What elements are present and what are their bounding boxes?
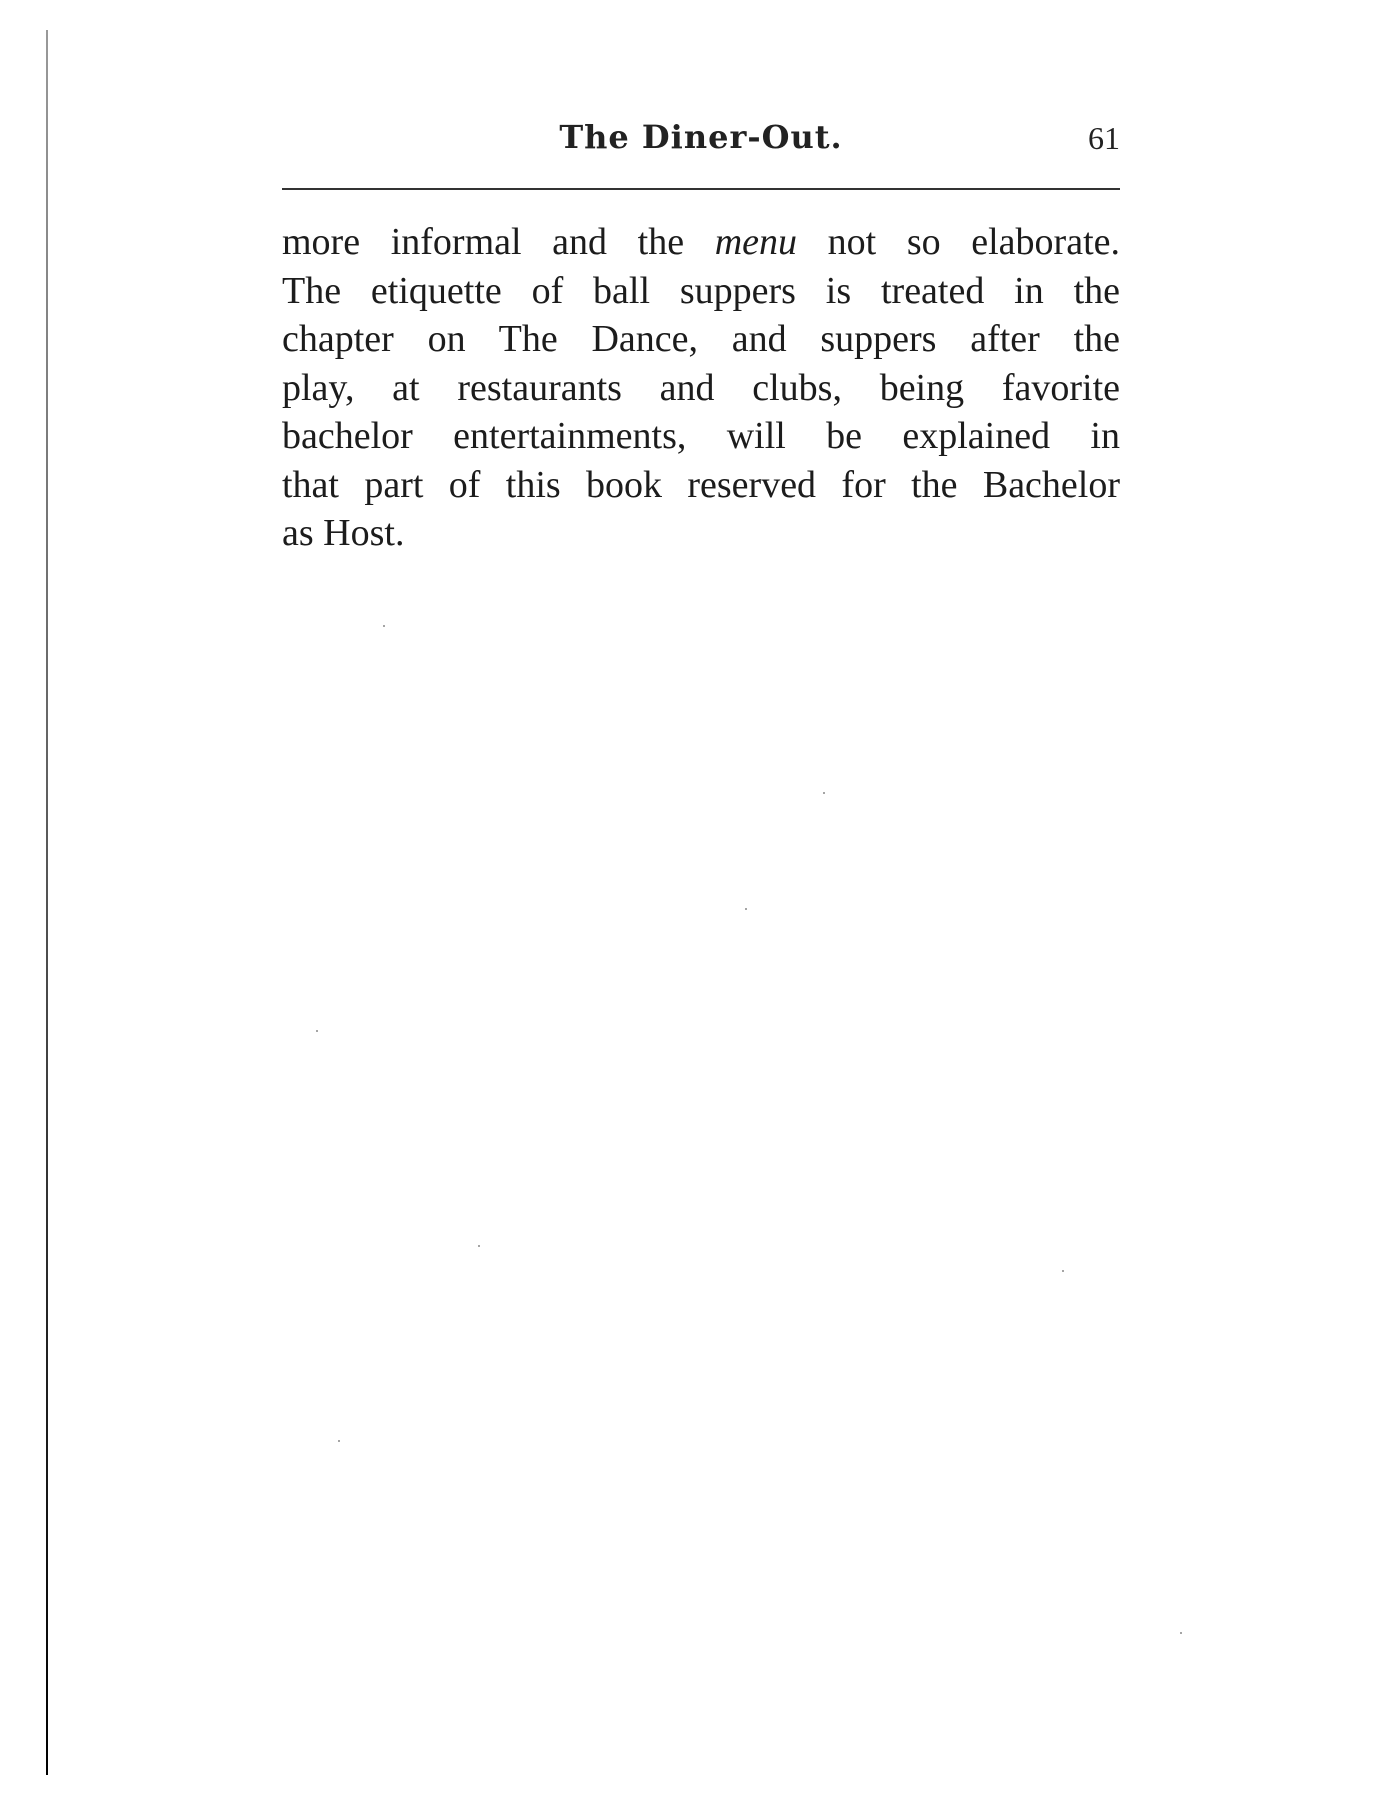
- scan-speck: [338, 1440, 340, 1442]
- page-number: 61: [1088, 120, 1120, 156]
- text-segment: more informal and the: [282, 221, 715, 263]
- text-line: as Host.: [282, 512, 405, 554]
- scan-speck: [1180, 1632, 1182, 1634]
- scan-speck: [316, 1030, 318, 1032]
- page-header: [282, 118, 1120, 160]
- text-line: [282, 218, 1120, 267]
- header-rule: [282, 188, 1120, 190]
- body-paragraph: [282, 218, 1120, 558]
- text-line: that part of this book reserved for the Bachelor: [282, 463, 1120, 506]
- italic-term: menu: [714, 221, 798, 263]
- binding-edge-line: [46, 30, 48, 1775]
- text-line: chapter on The Dance, and suppers after the: [282, 318, 1120, 360]
- text-line: bachelor entertainments, will be explained in: [282, 415, 1120, 457]
- scan-speck: [478, 1245, 480, 1247]
- text-line: play, at restaurants and clubs, being favorite: [282, 366, 1120, 409]
- scan-speck: [1062, 1270, 1064, 1272]
- scan-speck: [383, 625, 385, 627]
- running-title: The Diner-Out.: [559, 118, 843, 156]
- scan-speck: [823, 792, 825, 794]
- text-segment: not so elaborate.: [797, 221, 1120, 263]
- scan-speck: [745, 908, 747, 910]
- text-line: The etiquette of ball suppers is treated in the: [282, 269, 1120, 312]
